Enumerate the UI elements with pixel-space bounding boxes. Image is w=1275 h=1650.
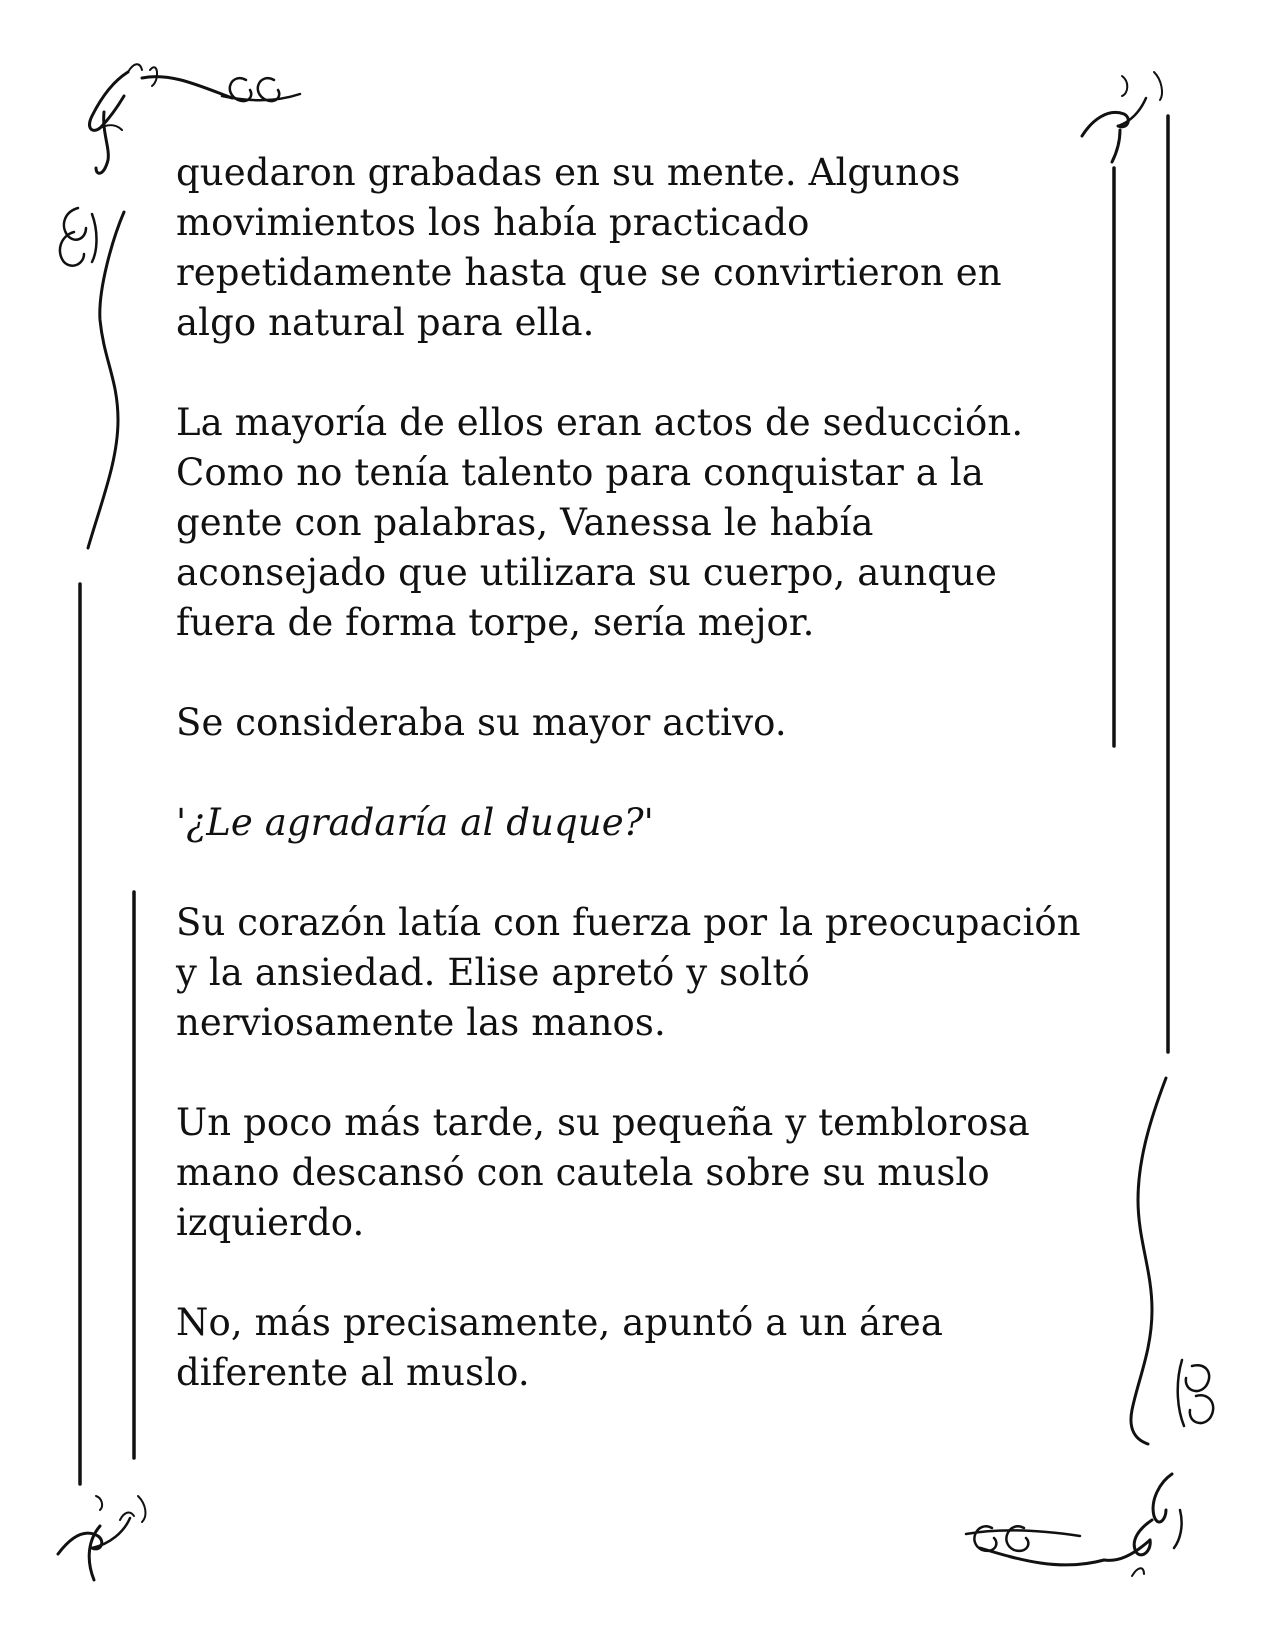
text-line: diferente al muslo.: [176, 1351, 530, 1394]
text-line: y la ansiedad. Elise apretó y soltó: [176, 951, 810, 994]
text-line: movimientos los había practicado: [176, 201, 810, 244]
text-line: fuera de forma torpe, sería mejor.: [176, 601, 815, 644]
body-text: [176, 148, 1106, 1448]
paragraph-4-inner-thought: [176, 798, 1106, 848]
text-line: Como no tenía talento para conquistar a la: [176, 451, 984, 494]
text-line: repetidamente hasta que se convirtieron en: [176, 251, 1002, 294]
paragraph-1: [176, 148, 1106, 348]
paragraph-3: [176, 698, 1106, 748]
text-line: Se consideraba su mayor activo.: [176, 701, 787, 744]
text-line: '¿Le agradaría al duque?': [176, 801, 654, 844]
paragraph-2: [176, 398, 1106, 648]
text-line: Su corazón latía con fuerza por la preocupación: [176, 901, 1081, 944]
text-line: Un poco más tarde, su pequeña y temblorosa: [176, 1101, 1030, 1144]
flourish-bottom-left: [58, 1496, 145, 1580]
text-line: gente con palabras, Vanessa le había: [176, 501, 874, 544]
text-line: algo natural para ella.: [176, 301, 595, 344]
text-line: quedaron grabadas en su mente. Algunos: [176, 151, 961, 194]
text-line: aconsejado que utilizara su cuerpo, aunque: [176, 551, 997, 594]
text-line: No, más precisamente, apuntó a un área: [176, 1301, 944, 1344]
paragraph-7: [176, 1298, 1106, 1398]
text-line: nerviosamente las manos.: [176, 1001, 666, 1044]
text-line: La mayoría de ellos eran actos de seducción.: [176, 401, 1024, 444]
paragraph-5: [176, 898, 1106, 1048]
text-line: mano descansó con cautela sobre su muslo: [176, 1151, 990, 1194]
text-line: izquierdo.: [176, 1201, 365, 1244]
paragraph-6: [176, 1098, 1106, 1248]
